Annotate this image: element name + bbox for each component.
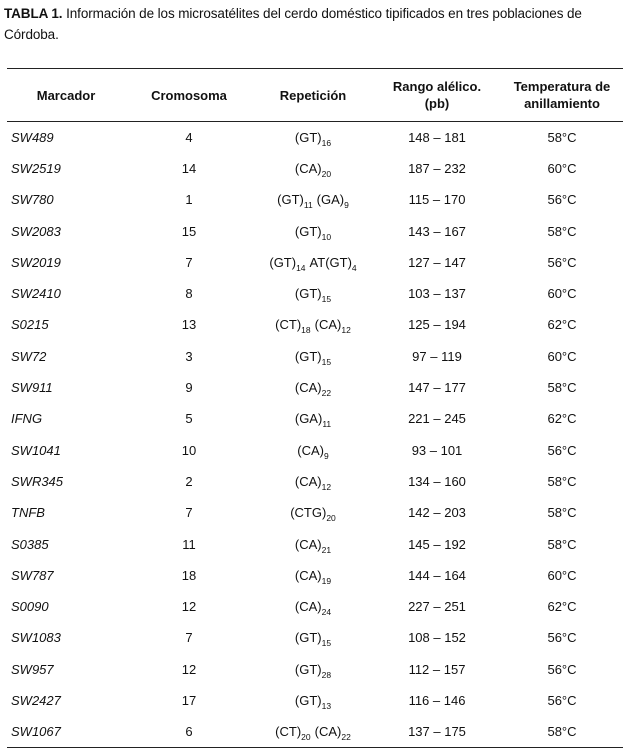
repeat-cell — [253, 341, 373, 372]
repeat-count: 4 — [351, 262, 357, 273]
repeat-count: 15 — [321, 638, 332, 649]
range-cell: 103 – 137 — [408, 286, 466, 302]
caption-text: Información de los microsatélites del cerdo doméstico tipificados en tres poblaciones de Córdoba. — [4, 6, 582, 42]
table-row — [7, 466, 623, 497]
range-cell: 137 – 175 — [373, 716, 501, 747]
marker-cell: SW2019 — [11, 254, 61, 270]
range-cell: 125 – 194 — [408, 317, 466, 333]
repeat-motif: (CT) — [275, 317, 302, 333]
range-cell: 134 – 160 — [408, 473, 466, 489]
chromosome-cell: 7 — [185, 630, 193, 646]
repeat-cell — [253, 591, 373, 622]
marker-cell: SW2519 — [11, 160, 61, 176]
repeat-count: 22 — [321, 388, 332, 399]
temperature-cell: 58°C — [547, 505, 577, 521]
repeat-motif: AT(GT) — [309, 254, 352, 270]
marker-cell: S0090 — [11, 599, 49, 615]
table-row — [7, 622, 623, 653]
range-cell: 144 – 164 — [408, 567, 466, 583]
range-cell: 187 – 232 — [408, 160, 466, 176]
repeat-cell — [253, 560, 373, 591]
repeat-motif: (GT) — [294, 692, 322, 708]
repeat-count: 18 — [301, 325, 311, 336]
repeat-cell — [253, 434, 373, 465]
temperature-cell: 56°C — [547, 692, 577, 708]
table-row — [7, 403, 623, 434]
repeat-cell — [253, 622, 373, 653]
repeat-motif: (GA) — [316, 192, 345, 208]
repeat-motif: (GT) — [269, 254, 297, 270]
table-row — [7, 309, 623, 340]
chromosome-cell: 17 — [181, 692, 197, 708]
repeat-motif: (CA) — [294, 536, 322, 552]
chromosome-cell: 7 — [185, 505, 193, 521]
chromosome-cell: 9 — [185, 380, 193, 396]
repeat-cell — [253, 403, 373, 434]
marker-cell: SW911 — [11, 380, 53, 396]
repeat-cell — [253, 497, 373, 528]
temperature-cell: 58°C — [547, 473, 577, 489]
marker-cell: SW72 — [11, 348, 47, 364]
repeat-count: 20 — [321, 168, 332, 179]
chromosome-cell: 8 — [185, 286, 193, 302]
marker-cell: SW489 — [11, 129, 54, 145]
temperature-cell: 60°C — [547, 286, 577, 302]
repeat-count: 15 — [321, 356, 332, 367]
repeat-motif: (CA) — [297, 442, 324, 458]
repeat-cell — [253, 654, 373, 685]
repeat-cell — [253, 278, 373, 309]
chromosome-cell: 10 — [181, 442, 197, 458]
repeat-count: 12 — [341, 325, 351, 336]
repeat-cell — [253, 685, 373, 716]
marker-cell: S0215 — [11, 317, 49, 333]
repeat-motif: (CA) — [294, 599, 322, 615]
chromosome-cell: 4 — [185, 129, 193, 145]
table-row — [7, 654, 623, 685]
range-cell: 127 – 147 — [408, 254, 466, 270]
temperature-cell: 60°C — [547, 160, 577, 176]
header-cromosoma: Cromosoma — [125, 69, 253, 122]
repeat-cell — [253, 309, 373, 340]
marker-cell: SW957 — [11, 661, 54, 677]
range-cell: 108 – 152 — [408, 630, 466, 646]
repeat-count: 19 — [321, 575, 332, 586]
temperature-cell: 60°C — [547, 567, 577, 583]
marker-cell: TNFB — [11, 505, 45, 521]
chromosome-cell: 15 — [181, 223, 197, 239]
chromosome-cell: 1 — [185, 192, 193, 208]
repeat-cell — [253, 184, 373, 215]
microsatellite-table — [7, 68, 623, 748]
marker-cell: S0385 — [11, 536, 49, 552]
header-repeticion: Repetición — [253, 69, 373, 122]
range-cell: 112 – 157 — [408, 661, 466, 677]
range-cell: 148 – 181 — [408, 129, 466, 145]
marker-cell: SWR345 — [11, 473, 64, 489]
repeat-motif: (CA) — [294, 380, 322, 396]
marker-cell: SW780 — [11, 192, 54, 208]
repeat-count: 11 — [322, 419, 332, 430]
header-rango: Rango alélico. (pb) — [373, 69, 501, 122]
range-cell: 116 – 146 — [408, 692, 466, 708]
repeat-motif: (CTG) — [290, 505, 327, 521]
table-row — [7, 122, 623, 153]
range-cell: 145 – 192 — [408, 536, 466, 552]
range-cell: 147 – 177 — [408, 380, 466, 396]
repeat-cell — [253, 716, 373, 747]
repeat-motif: (GA) — [294, 411, 323, 427]
repeat-count: 15 — [321, 294, 332, 305]
temperature-cell: 62°C — [547, 317, 577, 333]
table-row — [7, 372, 623, 403]
repeat-motif: (GT) — [294, 630, 322, 646]
repeat-cell — [253, 372, 373, 403]
temperature-cell: 56°C — [547, 192, 577, 208]
table-row — [7, 528, 623, 559]
repeat-count: 28 — [321, 669, 332, 680]
caption-label: TABLA 1. — [4, 6, 63, 21]
repeat-motif: (CT) — [275, 724, 302, 740]
repeat-count: 16 — [321, 137, 332, 148]
repeat-count: 9 — [323, 450, 329, 461]
marker-cell: SW2083 — [11, 223, 61, 239]
repeat-count: 9 — [344, 200, 349, 211]
table-row — [7, 278, 623, 309]
chromosome-cell: 5 — [185, 411, 193, 427]
table-header-row — [7, 69, 623, 122]
repeat-motif: (CA) — [294, 473, 322, 489]
table-row — [7, 560, 623, 591]
table-row — [7, 685, 623, 716]
repeat-motif: (CA) — [294, 160, 322, 176]
table-row — [7, 341, 623, 372]
temperature-cell: 58°C — [547, 129, 577, 145]
chromosome-cell: 3 — [185, 348, 193, 364]
table-row — [7, 247, 623, 278]
chromosome-cell: 14 — [181, 160, 197, 176]
chromosome-cell: 6 — [125, 716, 253, 747]
repeat-motif: (GT) — [294, 348, 322, 364]
repeat-motif: (GT) — [277, 192, 304, 208]
chromosome-cell: 11 — [182, 536, 196, 552]
marker-cell: SW2427 — [11, 692, 61, 708]
temperature-cell: 62°C — [547, 411, 577, 427]
temperature-cell: 60°C — [547, 348, 577, 364]
table-row — [7, 184, 623, 215]
temperature-cell: 58°C — [501, 716, 623, 747]
table-caption — [4, 3, 616, 45]
table-body — [7, 122, 623, 748]
repeat-cell — [253, 466, 373, 497]
temperature-cell: 62°C — [547, 599, 577, 615]
repeat-motif: (GT) — [294, 661, 322, 677]
temperature-cell: 56°C — [547, 630, 577, 646]
range-cell: 227 – 251 — [408, 599, 466, 615]
repeat-cell — [253, 122, 373, 153]
marker-cell: SW2410 — [11, 286, 61, 302]
repeat-motif: (CA) — [314, 317, 342, 333]
repeat-count: 24 — [321, 607, 332, 618]
temperature-cell: 56°C — [547, 442, 577, 458]
table-row — [7, 215, 623, 246]
repeat-motif: (GT) — [294, 223, 322, 239]
range-cell: 221 – 245 — [408, 411, 466, 427]
range-cell: 93 – 101 — [411, 442, 463, 458]
chromosome-cell: 12 — [181, 599, 197, 615]
header-temperatura: Temperatura de anillamiento — [501, 69, 623, 122]
repeat-motif: (CA) — [314, 724, 342, 740]
marker-cell: SW1083 — [11, 630, 61, 646]
range-cell: 142 – 203 — [408, 505, 466, 521]
repeat-motif: (GT) — [294, 129, 322, 145]
repeat-cell — [253, 153, 373, 184]
chromosome-cell: 12 — [181, 661, 197, 677]
marker-cell: IFNG — [11, 411, 43, 427]
repeat-count: 13 — [321, 700, 332, 711]
repeat-cell — [253, 247, 373, 278]
range-cell: 143 – 167 — [408, 223, 466, 239]
repeat-count: 11 — [303, 200, 313, 211]
marker-cell: SW1041 — [11, 442, 61, 458]
marker-cell: SW1067 — [7, 716, 125, 747]
temperature-cell: 58°C — [547, 380, 577, 396]
repeat-count: 20 — [301, 732, 311, 743]
table-row — [7, 497, 623, 528]
repeat-count: 20 — [326, 513, 336, 524]
table-row — [7, 153, 623, 184]
table-row — [7, 434, 623, 465]
range-cell: 115 – 170 — [408, 192, 466, 208]
repeat-motif: (GT) — [294, 286, 322, 302]
table-row — [7, 591, 623, 622]
temperature-cell: 56°C — [547, 254, 577, 270]
temperature-cell: 56°C — [547, 661, 577, 677]
repeat-motif: (CA) — [294, 567, 322, 583]
table-row — [7, 716, 623, 747]
header-marcador: Marcador — [7, 69, 125, 122]
chromosome-cell: 18 — [181, 567, 197, 583]
range-cell: 97 – 119 — [412, 348, 462, 364]
repeat-cell — [253, 528, 373, 559]
chromosome-cell: 13 — [181, 317, 197, 333]
chromosome-cell: 7 — [185, 254, 193, 270]
repeat-cell — [253, 215, 373, 246]
temperature-cell: 58°C — [547, 223, 577, 239]
marker-cell: SW787 — [11, 567, 54, 583]
repeat-count: 22 — [341, 732, 351, 743]
repeat-count: 10 — [321, 231, 332, 242]
temperature-cell: 58°C — [547, 536, 577, 552]
repeat-count: 12 — [321, 481, 332, 492]
chromosome-cell: 2 — [185, 473, 193, 489]
repeat-count: 21 — [321, 544, 332, 555]
repeat-count: 14 — [296, 262, 306, 273]
